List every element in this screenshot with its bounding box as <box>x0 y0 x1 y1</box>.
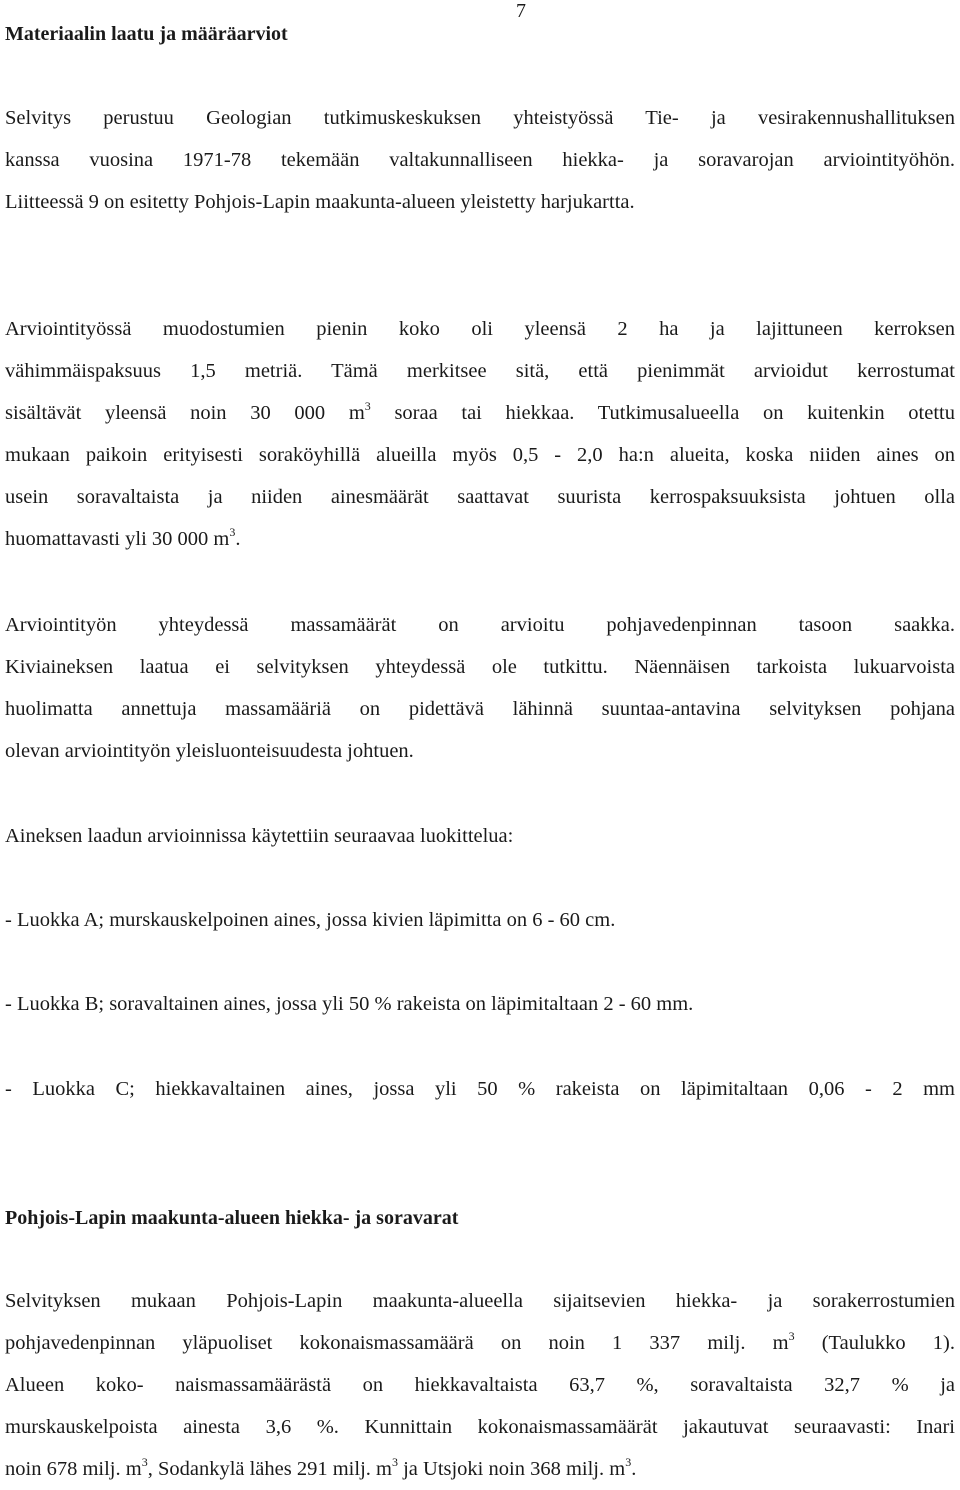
section-heading-resources: Pohjois-Lapin maakunta-alueen hiekka- ja soravarat <box>5 1207 459 1229</box>
list-item: - Luokka B; soravaltainen aines, jossa yli 50 % rakeista on läpimitaltaan 2 - 60 mm. <box>5 993 694 1015</box>
class-b-item <box>5 983 955 1025</box>
paragraph-line: Arviointityössä muodostumien pienin koko oli yleensä 2 ha ja lajittuneen kerroksen <box>5 318 955 340</box>
paragraph-line: Alueen koko- naismassamäärästä on hiekkavaltaista 63,7 %, soravaltaista 32,7 % ja <box>5 1374 955 1396</box>
class-c-item <box>5 1068 955 1110</box>
paragraph-line: Selvitys perustuu Geologian tutkimuskeskuksen yhteistyössä Tie- ja vesirakennushallituksen <box>5 107 955 129</box>
paragraph-3 <box>5 604 955 772</box>
paragraph-4 <box>5 815 955 857</box>
paragraph-line: vähimmäispaksuus 1,5 metriä. Tämä merkitsee sitä, että pienimmät arvioidut kerrostumat <box>5 360 955 382</box>
paragraph-line: usein soravaltaista ja niiden ainesmäärät saattavat suurista kerrospaksuuksista johtuen olla <box>5 486 955 508</box>
paragraph-2 <box>5 308 955 560</box>
paragraph-line: Liitteessä 9 on esitetty Pohjois-Lapin maakunta-alueen yleistetty harjukartta. <box>5 191 635 213</box>
paragraph-line: Arviointityön yhteydessä massamäärät on arvioitu pohjavedenpinnan tasoon saakka. <box>5 614 955 636</box>
paragraph-line: olevan arviointityön yleisluonteisuudesta johtuen. <box>5 740 414 762</box>
paragraph-line: murskauskelpoista ainesta 3,6 %. Kunnittain kokonaismassamäärät jakautuvat seuraavasti: Inari <box>5 1416 955 1438</box>
paragraph-line: Selvityksen mukaan Pohjois-Lapin maakunta-alueella sijaitsevien hiekka- ja sorakerrostumien <box>5 1290 955 1312</box>
section-heading-materials: Materiaalin laatu ja määräarviot <box>5 23 288 45</box>
list-item: - Luokka C; hiekkavaltainen aines, jossa yli 50 % rakeista on läpimitaltaan 0,06 - 2 mm <box>5 1078 955 1100</box>
paragraph-line: sisältävät yleensä noin 30 000 $m^3$ soraa tai hiekkaa. Tutkimusalueella on kuitenkin otettu <box>5 399 955 424</box>
class-a-item <box>5 899 955 941</box>
paragraph-1 <box>5 97 955 223</box>
paragraph-line: huomattavasti yli 30 000 $m^3$. <box>5 525 241 550</box>
page-number: 7 <box>516 0 526 22</box>
paragraph-line: Aineksen laadun arvioinnissa käytettiin seuraavaa luokittelua: <box>5 825 514 847</box>
paragraph-line: kanssa vuosina 1971-78 tekemään valtakunnalliseen hiekka- ja soravarojan arviointityöhön. <box>5 149 955 171</box>
paragraph-line: huolimatta annettuja massamääriä on pidettävä lähinnä suuntaa-antavina selvityksen pohjana <box>5 698 955 720</box>
paragraph-line: Kiviaineksen laatua ei selvityksen yhteydessä ole tutkittu. Näennäisen tarkoista lukuarvoista <box>5 656 955 678</box>
paragraph-5 <box>5 1280 955 1490</box>
paragraph-line: noin 678 milj. $m^3$, Sodankylä lähes 291 milj. $m^3$ ja Utsjoki noin 368 milj. $m^3$. <box>5 1455 637 1480</box>
list-item: - Luokka A; murskauskelpoinen aines, jossa kivien läpimitta on 6 - 60 cm. <box>5 909 616 931</box>
paragraph-line: pohjavedenpinnan yläpuoliset kokonaismassamäärä on noin 1 337 milj. $m^3$ (Taulukko 1). <box>5 1329 955 1354</box>
paragraph-line: mukaan paikoin erityisesti soraköyhillä alueilla myös 0,5 - 2,0 ha:n alueita, koska niiden aines on <box>5 444 955 466</box>
